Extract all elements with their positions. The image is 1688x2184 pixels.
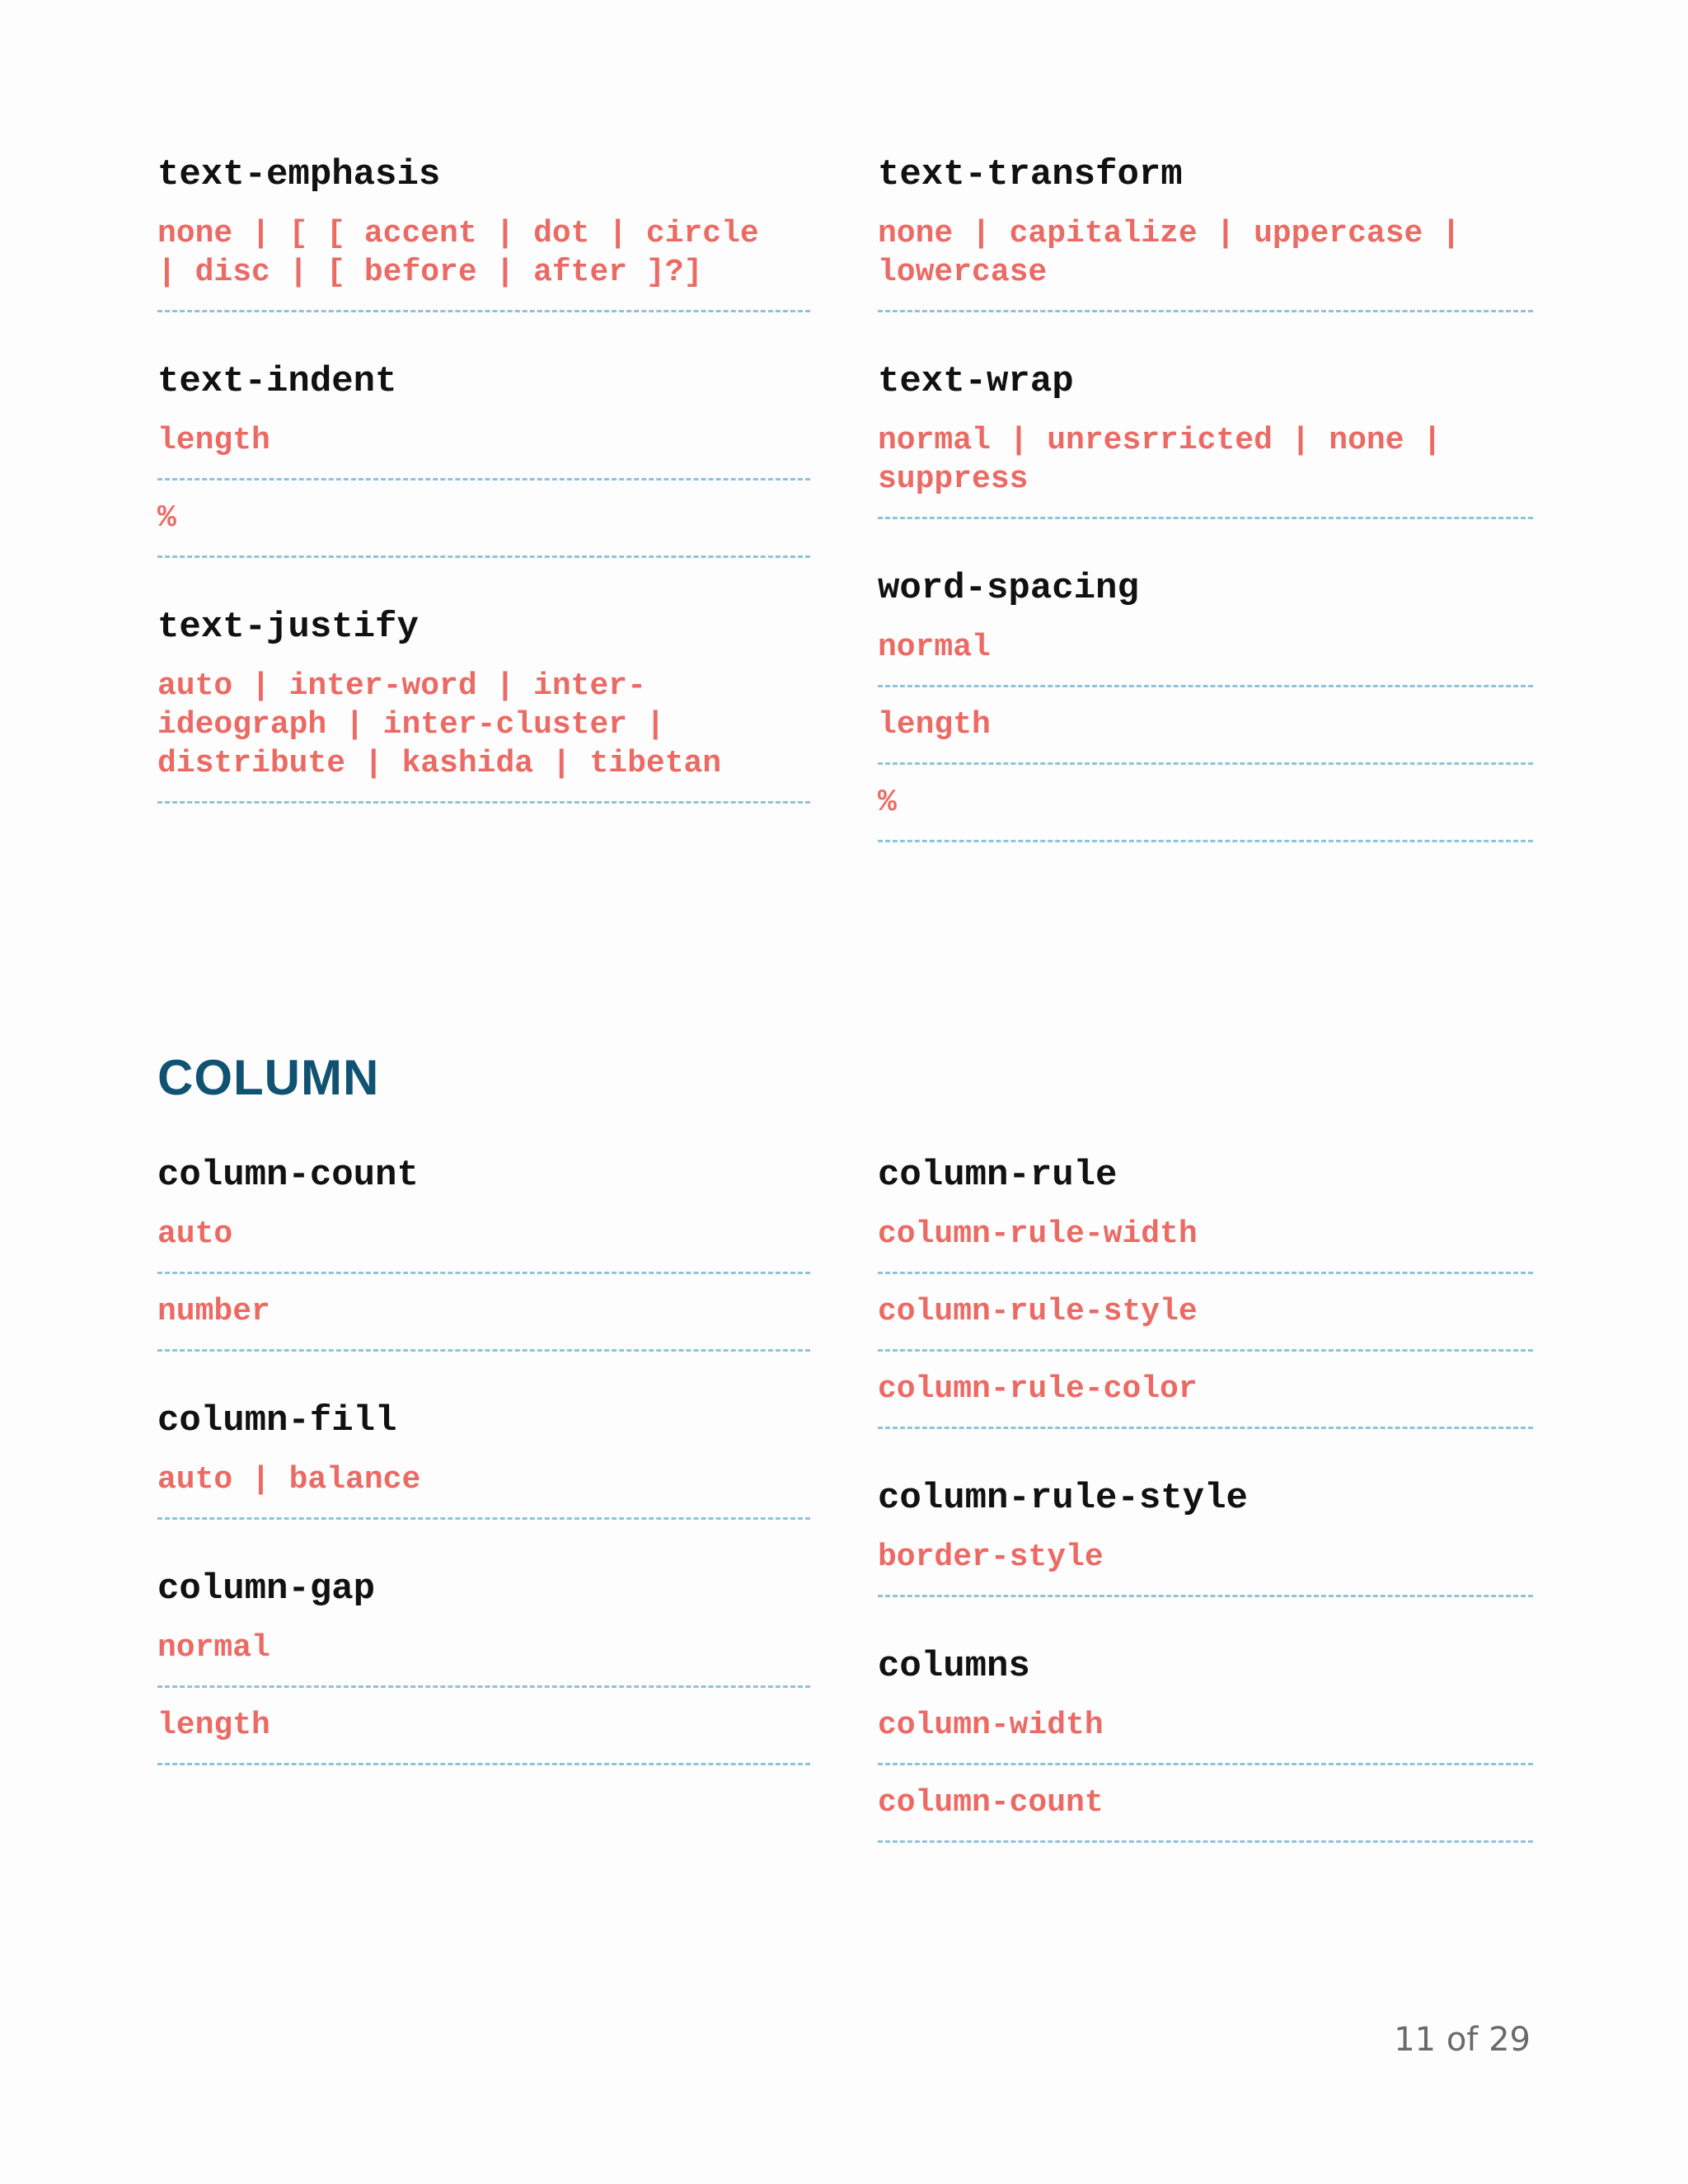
property-value: length — [878, 705, 1533, 765]
property-name: column-fill — [157, 1400, 397, 1441]
property-name: columns — [878, 1646, 1030, 1687]
property-column-gap — [157, 1568, 810, 1765]
property-text-indent — [157, 360, 810, 558]
property-value: length — [157, 1706, 810, 1765]
property-value: auto — [157, 1215, 810, 1274]
property-value: length — [157, 421, 810, 480]
property-text-transform — [878, 153, 1533, 312]
property-value: none | [ [ accent | dot | circle | disc | [ before | after ]?] — [157, 214, 810, 312]
section-title: COLUMN — [157, 1050, 380, 1105]
property-value: normal — [878, 628, 1533, 687]
property-column-rule — [878, 1154, 1533, 1429]
page-number: 11 of 29 — [1394, 2021, 1531, 2059]
property-name: text-indent — [157, 361, 397, 402]
property-value: border-style — [878, 1538, 1533, 1597]
property-value: column-count — [878, 1783, 1533, 1843]
property-word-spacing — [878, 567, 1533, 842]
column-right-column — [878, 1154, 1533, 1861]
property-value: normal | unresrricted | none | suppress — [878, 421, 1533, 519]
property-value: column-rule-color — [878, 1370, 1533, 1429]
property-name: column-rule-style — [878, 1478, 1248, 1519]
property-name: column-rule — [878, 1155, 1118, 1196]
property-value: normal — [157, 1629, 810, 1688]
property-value: % — [157, 499, 810, 558]
property-value: auto | balance — [157, 1460, 810, 1520]
property-text-emphasis — [157, 153, 810, 312]
property-columns — [878, 1645, 1533, 1843]
property-name: column-count — [157, 1155, 419, 1196]
property-name: column-gap — [157, 1568, 376, 1610]
top-left-column — [157, 153, 810, 822]
property-text-wrap — [878, 360, 1533, 519]
property-value: auto | inter-word | inter- ideograph | inter-cluster | distribute | kashida | tibetan — [157, 667, 810, 804]
property-value: column-rule-style — [878, 1292, 1533, 1352]
property-value: column-width — [878, 1706, 1533, 1765]
top-right-column — [878, 153, 1533, 860]
property-value: % — [878, 783, 1533, 842]
property-name: text-emphasis — [157, 154, 441, 195]
property-value: column-rule-width — [878, 1215, 1533, 1274]
property-column-rule-style — [878, 1477, 1533, 1597]
column-left-column — [157, 1154, 810, 1783]
property-text-justify — [157, 606, 810, 804]
property-name: word-spacing — [878, 568, 1139, 609]
property-name: text-justify — [157, 607, 419, 648]
property-name: text-wrap — [878, 361, 1074, 402]
property-name: text-transform — [878, 154, 1183, 195]
property-value: none | capitalize | uppercase | lowercase — [878, 214, 1533, 312]
property-value: number — [157, 1292, 810, 1352]
property-column-count — [157, 1154, 810, 1352]
property-column-fill — [157, 1399, 810, 1520]
